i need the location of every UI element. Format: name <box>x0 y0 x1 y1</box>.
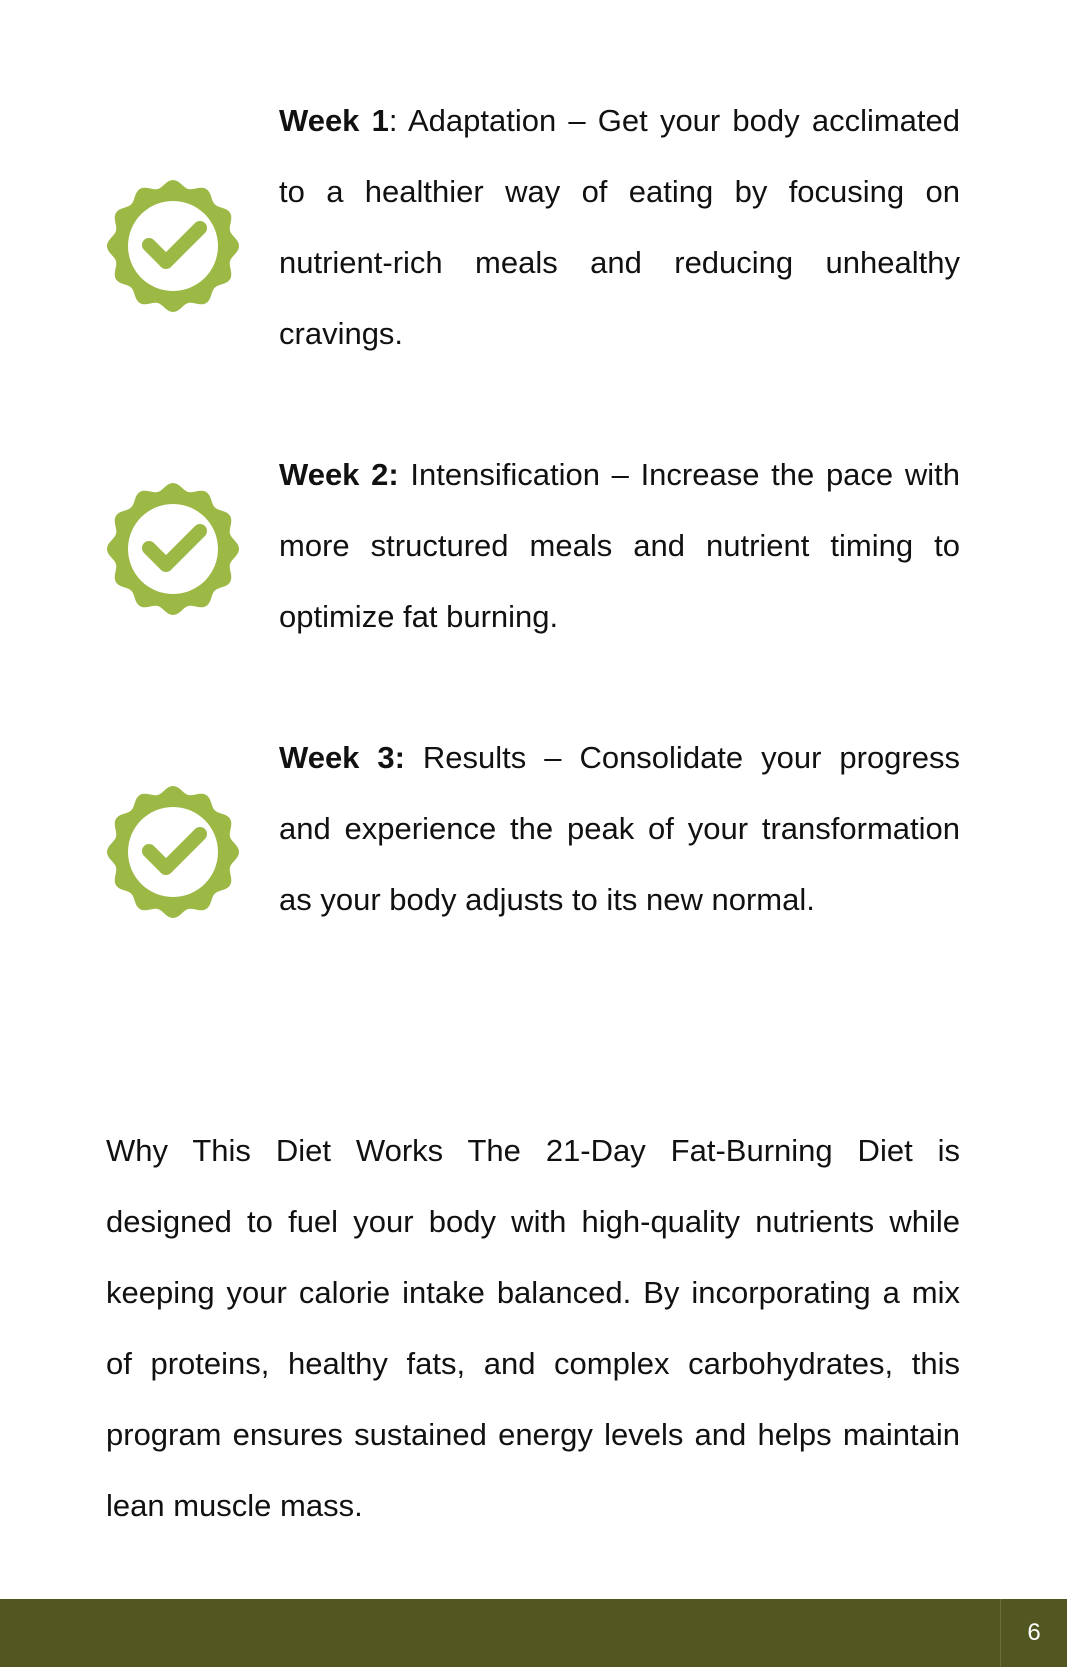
check-badge-icon <box>105 481 241 617</box>
week-1-label: Week 1 <box>279 103 389 138</box>
why-this-diet-works-paragraph: Why This Diet Works The 21-Day Fat-Burning Diet is designed to fuel your body with high-quality nutrients while keeping your calorie intake balanced. By incorporating a mix of proteins, healthy fats, and complex carbohydrates, this program ensures sustained energy levels and helps maintain lean muscle mass. <box>106 1133 960 1523</box>
check-badge-icon <box>105 178 241 314</box>
week-3-label: Week 3: <box>279 740 405 775</box>
week-2-text: Intensification – Increase the pace with more structured meals and nutrient timing to optimize fat burning. <box>279 457 960 634</box>
page-number: 6 <box>1000 1599 1067 1667</box>
week-3-description <box>279 722 960 935</box>
week-1-separator: : <box>388 103 398 138</box>
footer-bar <box>0 1599 1067 1667</box>
week-2-label: Week 2: <box>279 457 399 492</box>
week-3-text: Results – Consolidate your progress and experience the peak of your transformation as your body adjusts to its new normal. <box>279 740 960 917</box>
week-2-description <box>279 439 960 652</box>
week-1-text: Adaptation – Get your body acclimated to a healthier way of eating by focusing on nutrient-rich meals and reducing unhealthy cravings. <box>279 103 961 351</box>
week-1-description <box>279 85 960 369</box>
check-badge-icon <box>105 784 241 920</box>
